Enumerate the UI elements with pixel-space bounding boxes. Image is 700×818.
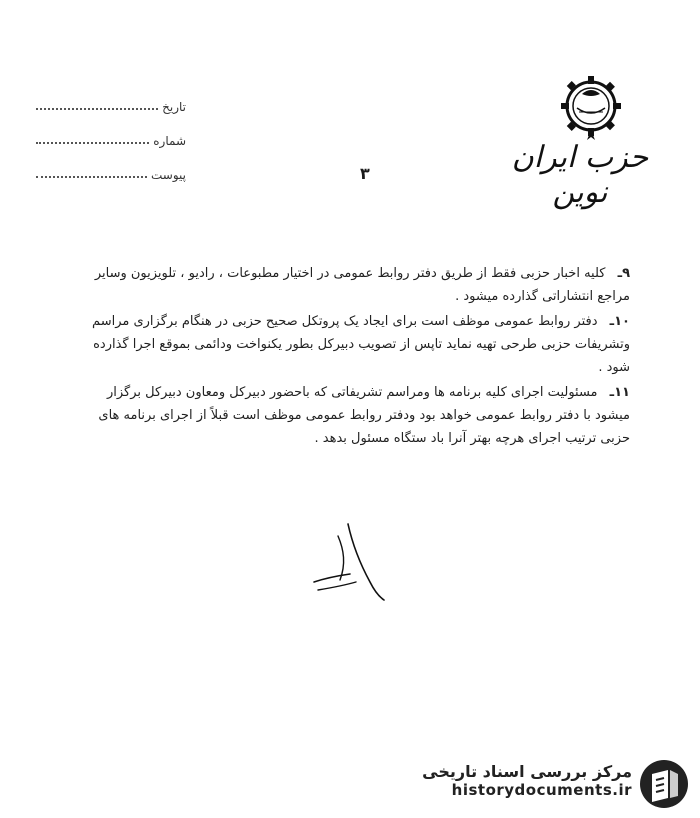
party-emblem-icon (560, 72, 622, 144)
watermark-url: historydocuments.ir (451, 781, 632, 799)
date-field (36, 80, 186, 114)
paragraph-11 (70, 381, 630, 450)
attachment-dotted-line (36, 175, 147, 178)
header-fields (36, 80, 186, 182)
number-field (36, 114, 186, 148)
watermark (410, 756, 694, 814)
paragraph-10 (70, 310, 630, 379)
number-dotted-line (36, 141, 149, 144)
handwritten-signature-icon (300, 520, 390, 610)
archive-logo-icon (638, 758, 690, 810)
paragraph-number: ۱۱ـ (609, 385, 630, 400)
attachment-field (36, 148, 186, 182)
number-label: شماره (153, 134, 186, 148)
paragraph-text: کلیه اخبار حزبی فقط از طریق دفتر روابط عمومی در اختیار مطبوعات ، رادیو ، تلویزیون وسایر مراجع انتشاراتی گذارده میشود . (94, 266, 630, 304)
page-number: ۳ (360, 164, 370, 183)
watermark-title: مرکز بررسی اسناد تاریخی (422, 762, 632, 781)
date-dotted-line (36, 107, 158, 110)
document-body (70, 262, 630, 452)
party-name: حزب ایران نوین (511, 140, 649, 210)
attachment-label: پیوست (151, 168, 186, 182)
paragraph-number: ۱۰ـ (609, 314, 630, 329)
paragraph-9 (70, 262, 630, 308)
paragraph-text: دفتر روابط عمومی موظف است برای ایجاد یک پروتکل صحیح حزبی در هنگام برگزاری مراسم وتشریفات حزبی طرحی تهیه نماید تاپس از تصویب دبیرکل بطور یکنواخت ودائمی بموقع اجرا گذارده شود . (92, 314, 630, 375)
watermark-text (410, 762, 632, 799)
date-label: تاریخ (162, 100, 186, 114)
paragraph-text: مسئولیت اجرای کلیه برنامه ها ومراسم تشریفاتی که باحضور دبیرکل ومعاون دبیرکل برگزار میشود با دفتر روابط عمومی خواهد بود ودفتر روابط عمومی موظف است قبلاً از اجرای برنامه های حزبی ترتیب اجرای هرچه بهتر آنرا باد ستگاه مسئول بدهد . (98, 385, 630, 446)
paragraph-number: ۹ـ (617, 266, 630, 281)
